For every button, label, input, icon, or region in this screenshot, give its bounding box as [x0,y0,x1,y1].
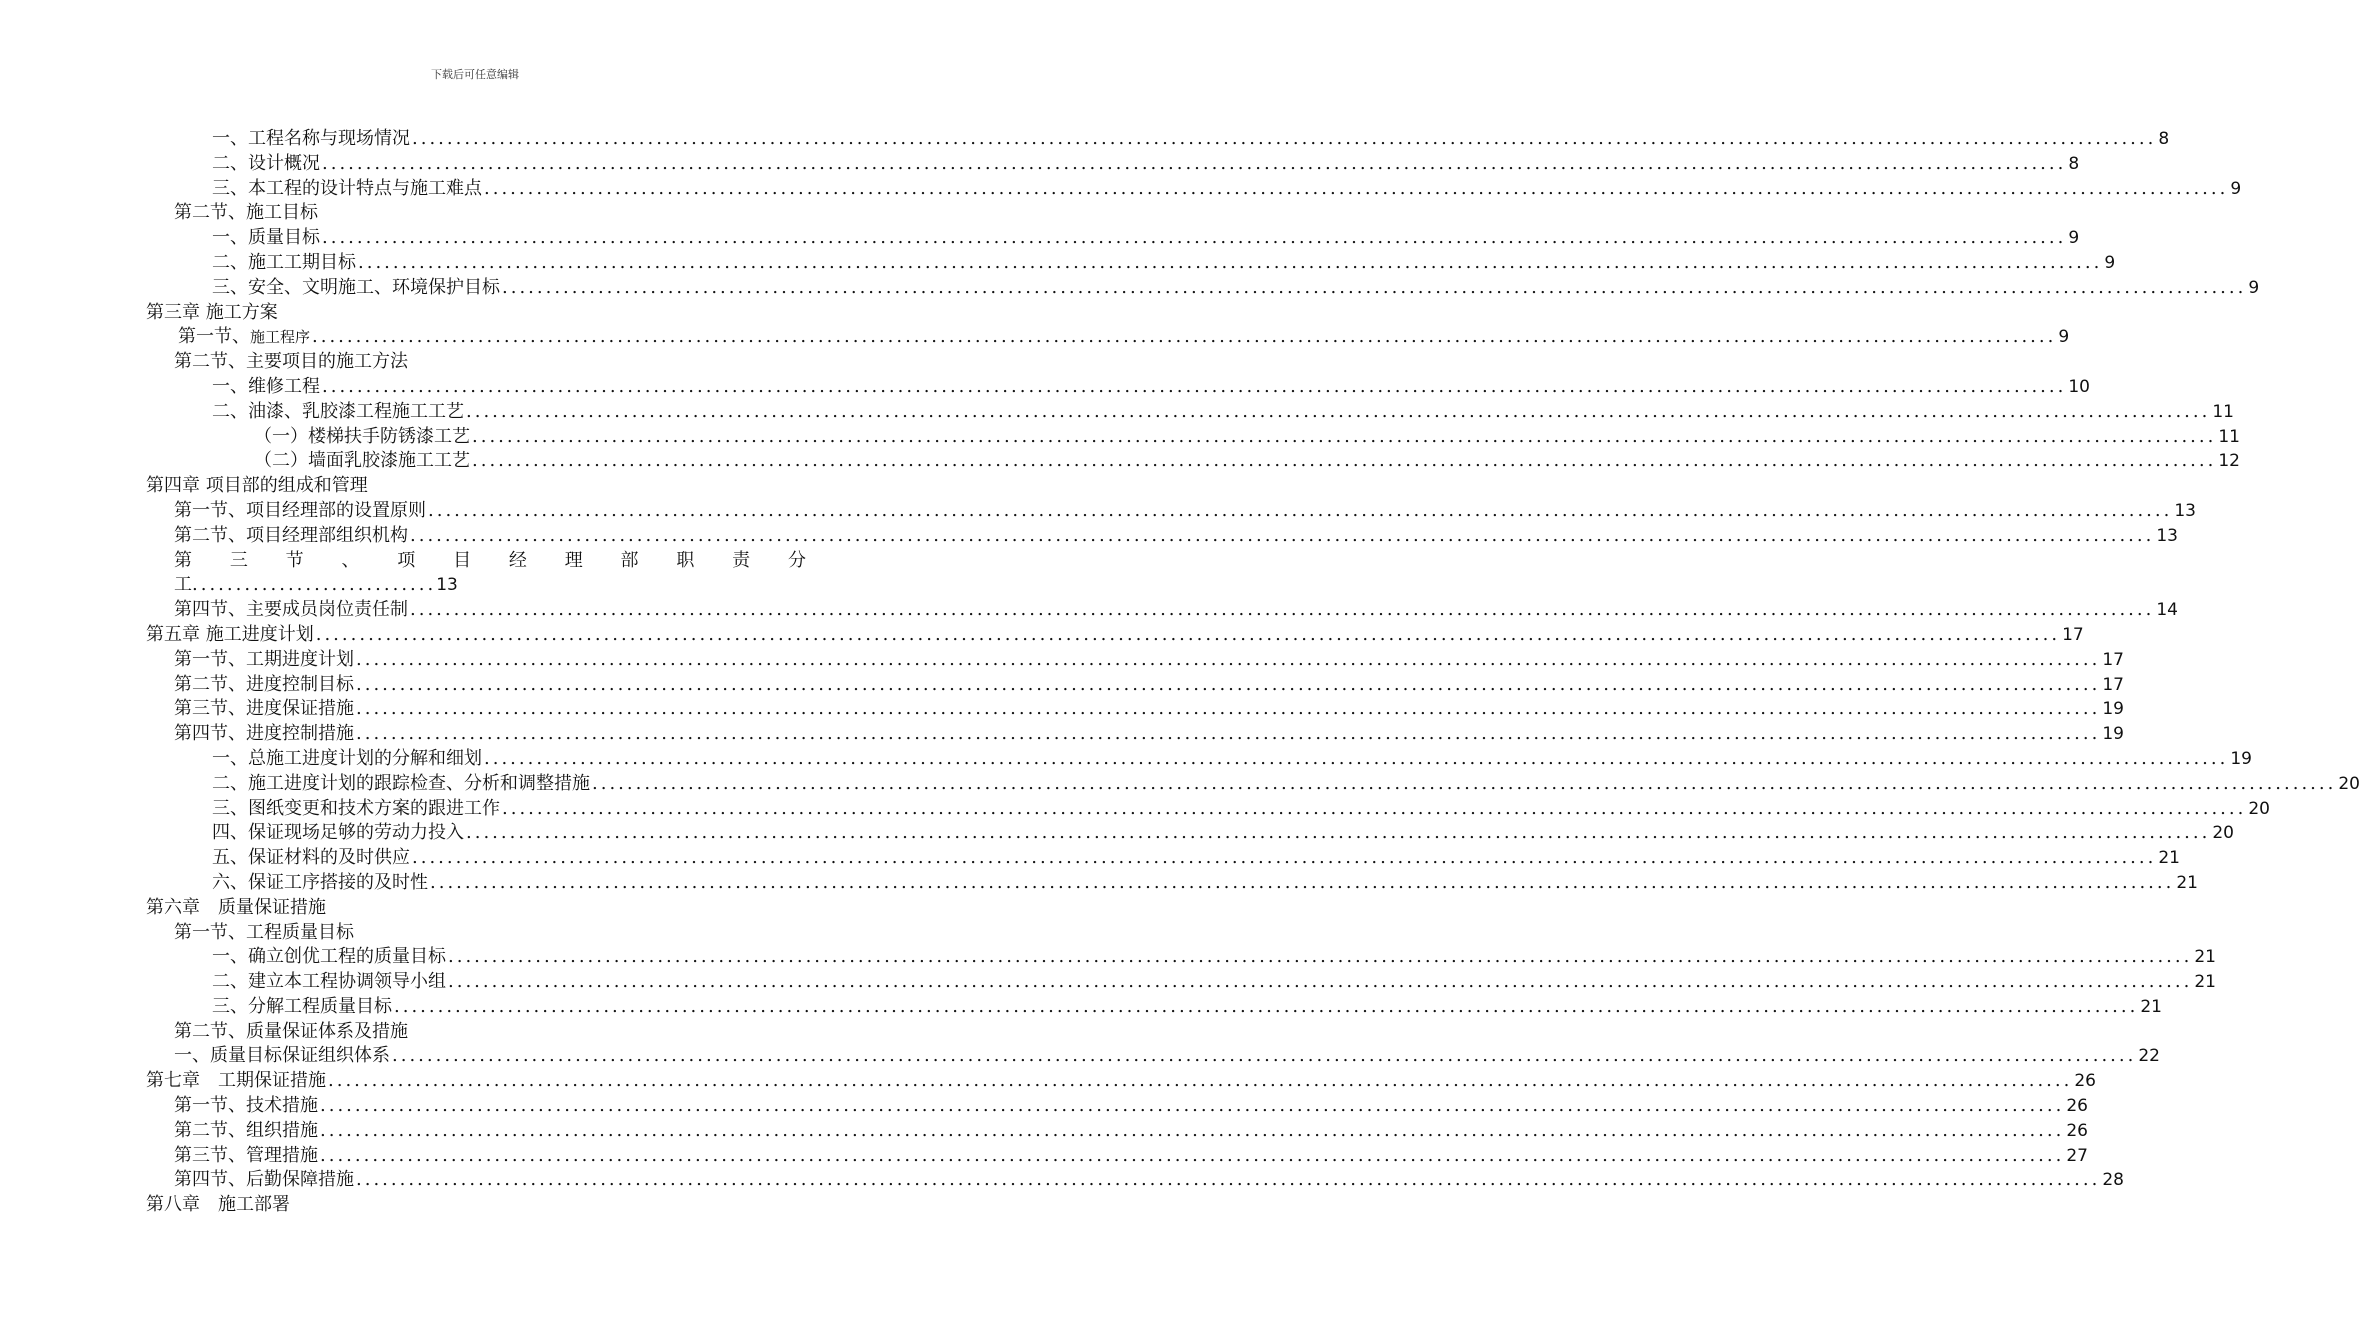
toc-entry-title: 第一节、技术措施 [174,1095,318,1117]
toc-entry[interactable] [146,273,2260,298]
toc-leader-dots: ........................................................................................................................................................................................................ [428,499,2173,521]
toc-page-number: 11 [2212,401,2234,422]
toc-entry[interactable] [146,347,806,372]
toc-page-number: 21 [2194,947,2216,968]
toc-entry[interactable] [146,174,2242,199]
toc-entry-title: 第一节、工期进度计划 [174,648,354,670]
toc-entry-char: 节 [285,549,304,571]
toc-entry-title: 一、工程名称与现场情况 [212,128,410,149]
toc-page-number: 9 [2058,327,2070,348]
toc-page-number: 17 [2062,624,2084,645]
toc-page-number: 20 [2212,823,2234,844]
toc-entry-title: 二、建立本工程协调领导小组 [212,971,446,993]
toc-entry[interactable] [146,198,806,223]
toc-entry[interactable] [146,1141,2088,1166]
toc-entry[interactable] [146,645,2124,670]
toc-entry[interactable] [146,1091,2088,1117]
toc-entry-title: 第四节、后勤保障措施 [174,1169,354,1191]
toc-entry-title-small: 施工程序 [250,328,311,347]
toc-entry-title: 二、施工进度计划的跟踪检查、分析和调整措施 [212,772,590,794]
toc-entry-title: 三、图纸变更和技术方案的跟进工作 [212,797,500,819]
toc-entry-title: 工 [174,574,192,596]
page-header: 下载后可任意编辑 [431,68,519,81]
toc-page-number: 21 [2176,872,2198,893]
toc-entry-title: （一）楼梯扶手防锈漆工艺 [254,425,470,447]
toc-entry-title: 五、保证材料的及时供应 [212,847,410,869]
toc-page-number: 10 [2068,376,2090,397]
toc-entry[interactable] [146,248,2116,273]
toc-entry-title: 第一节、项目经理部的设置原则 [174,499,426,521]
toc-entry-char: 理 [564,549,583,571]
toc-entry-title: 第三节、进度保证措施 [174,698,354,720]
toc-page-number: 17 [2102,674,2124,695]
toc-leader-dots: ........................................................................................................................................................................................................ [322,227,2067,249]
toc-page-number: 14 [2156,600,2178,621]
toc-entry-title: 二、施工工期目标 [212,251,356,273]
toc-leader-dots: ........................................................................................................................................................................................................ [392,1045,2137,1067]
toc-leader-dots: ........................................................................................................................................................................................................ [592,772,2337,794]
toc-entry[interactable] [146,942,2216,968]
toc-page-number: 27 [2066,1145,2088,1166]
toc-leader-dots: ........................................................................................................................................................................................................ [312,326,2057,348]
toc-entry-title: 第二节、项目经理部组织机构 [174,524,408,546]
toc-entry[interactable] [146,670,2124,695]
toc-page-number: 20 [2338,773,2360,794]
toc-leader-dots: ........................................................................................................................................................................................................ [356,698,2101,720]
toc-leader-dots: ........................................................................................................................................................................................................ [472,425,2217,447]
toc-page-number: 26 [2074,1071,2096,1092]
toc-entry-title: 第四节、主要成员岗位责任制 [174,599,408,621]
toc-entry-continuation[interactable] [146,570,806,595]
toc-entry-title: 第七章 工期保证措施 [146,1070,326,1092]
toc-page-number: 22 [2138,1046,2160,1067]
toc-entry-char: 三 [229,549,248,571]
toc-page-number: 12 [2218,451,2240,472]
toc-entry-title: 第二节、施工目标 [174,202,318,224]
toc-entry[interactable] [146,471,806,496]
toc-leader-dots: ........................................................................................................................................................................................................ [320,1095,2065,1117]
toc-entry[interactable] [146,694,2124,720]
toc-entry[interactable] [146,992,2162,1017]
toc-entry[interactable] [146,1190,806,1215]
toc-entry[interactable] [146,1041,2160,1067]
toc-page-number: 9 [2068,228,2080,249]
toc-entry[interactable] [146,769,2360,794]
toc-entry-title: 三、安全、文明施工、环境保护目标 [212,276,500,298]
toc-entry-title: 六、保证工序搭接的及时性 [212,871,428,893]
toc-leader-dots: ........................................................................................................................................................................................................ [448,946,2193,968]
toc-page-number: 26 [2066,1096,2088,1117]
toc-leader-dots: ........................................................................................................................................................................................................ [466,822,2211,844]
toc-entry-title: 第六章 质量保证措施 [146,896,326,918]
toc-entry-title: 二、设计概况 [212,152,320,174]
toc-page-number: 9 [2248,277,2260,298]
toc-leader-dots: ........................................................................................................................................................................................................ [466,400,2211,422]
toc-page-number: 17 [2102,649,2124,670]
toc-leader-dots: ........................................................................................................................................................................................................ [320,1119,2065,1141]
toc-page-number: 19 [2102,699,2124,720]
toc-leader-dots: ........................................................................................................................................................................................................ [356,1169,2101,1191]
toc-entry[interactable] [146,1017,806,1042]
toc-entry[interactable] [146,298,806,323]
toc-entry-title: 第四节、进度控制措施 [174,723,354,745]
toc-entry-char: 、 [341,549,360,571]
toc-entry-char: 分 [787,549,806,571]
toc-entry[interactable] [146,868,2198,893]
toc-entry-title: 一、确立创优工程的质量目标 [212,946,446,968]
toc-entry[interactable] [146,422,2240,447]
toc-entry-title: 第二节、主要项目的施工方法 [174,351,408,373]
toc-entry-title: 第四章 项目部的组成和管理 [146,475,368,497]
toc-page-number: 28 [2102,1170,2124,1191]
toc-entry[interactable] [146,496,2196,521]
toc-entry-title: 第二节、质量保证体系及措施 [174,1020,408,1042]
toc-entry-title: 第八章 施工部署 [146,1194,290,1216]
toc-entry[interactable] [146,223,2080,249]
toc-entry-spread[interactable] [146,546,806,571]
toc-leader-dots: ........................................................................................................................................................................................................ [322,375,2067,397]
toc-page-number: 20 [2248,798,2270,819]
toc-entry[interactable] [146,446,2240,472]
toc-entry[interactable] [146,744,2252,769]
toc-page-number: 21 [2158,848,2180,869]
toc-entry[interactable] [146,918,806,943]
toc-entry[interactable] [146,893,806,918]
toc-page-number: 11 [2218,426,2240,447]
toc-leader-dots: ........................................................................................................................................................................................................ [356,723,2101,745]
toc-entry-title: 三、分解工程质量目标 [212,995,392,1017]
toc-leader-dots: ........................................................................................................................................................................................................ [394,995,2139,1017]
toc-entry[interactable] [146,521,2178,546]
toc-leader-dots: ........................................................................................................................................................................................................ [410,524,2155,546]
toc-leader-dots: ........................................................................................................................................................................................................ [320,1144,2065,1166]
toc-page-number: 8 [2068,153,2080,174]
toc-leader-dots: ........................................................................................................................................................................................................ [484,177,2229,199]
table-of-contents [146,124,2360,1216]
toc-leader-dots: ........................................................................................................................................................................................................ [410,599,2155,621]
toc-entry[interactable] [146,843,2180,869]
toc-entry-title: 一、总施工进度计划的分解和细划 [212,747,482,769]
toc-entry-title: 一、维修工程 [212,375,320,397]
toc-entry[interactable] [146,1165,2124,1191]
toc-page-number: 8 [2158,129,2170,149]
toc-entry[interactable] [146,149,2080,174]
toc-entry-char: 目 [453,549,472,571]
toc-leader-dots: ........................................................................................................................................................................................................ [412,847,2157,869]
toc-entry-char: 责 [732,549,751,571]
toc-leader-dots: ........................................................................................................................................................................................................ [356,673,2101,695]
toc-entry-title: 第一节、 [178,326,250,348]
toc-page-number: 19 [2102,724,2124,745]
toc-entry-char: 职 [676,549,695,571]
toc-entry-char: 经 [508,549,527,571]
toc-leader-dots: ........................................................................................................................................................................................................ [356,648,2101,670]
toc-page-number: 9 [2104,252,2116,273]
toc-entry-title: 四、保证现场足够的劳动力投入 [212,822,464,844]
toc-page-number: 13 [2174,500,2196,521]
toc-entry-char: 部 [620,549,639,571]
toc-page-number: 21 [2194,972,2216,993]
toc-entry-title: 第一节、工程质量目标 [174,921,354,943]
toc-entry-title: 第五章 施工进度计划 [146,623,314,645]
toc-page-number: 26 [2066,1120,2088,1141]
toc-entry[interactable] [146,595,2178,621]
toc-entry-title: （二）墙面乳胶漆施工工艺 [254,450,470,472]
toc-entry-title: 二、油漆、乳胶漆工程施工工艺 [212,400,464,422]
toc-page-number: 21 [2140,996,2162,1017]
toc-leader-dots: ........................................................................................................................................................................................................ [502,276,2247,298]
toc-entry-char: 第 [174,549,192,571]
toc-entry[interactable] [146,818,2234,844]
toc-entry[interactable] [146,1116,2088,1141]
toc-entry-title: 第三节、管理措施 [174,1144,318,1166]
toc-entry-title: 一、质量目标 [212,227,320,249]
toc-page-number: 19 [2230,748,2252,769]
toc-page-number: 13 [436,575,458,596]
toc-leader-dots: ........................................................................................................................................................................................................ [448,971,2193,993]
toc-entry[interactable] [146,967,2216,993]
toc-leader-dots: ........................................................................................................................................................................................................ [412,128,2157,149]
toc-entry[interactable] [146,794,2270,819]
toc-entry-title: 第三章 施工方案 [146,301,278,323]
toc-leader-dots: ........................................................................................................................................................................................................ [315,623,2061,645]
toc-leader-dots: ........................................................................................................................................................................................................ [358,251,2103,273]
toc-leader-dots: ........................................................................................................................................................................................................ [502,797,2247,819]
toc-entry-title: 第二节、进度控制目标 [174,673,354,695]
toc-leader-dots: ........................................................................................................................................................................................................ [328,1070,2073,1092]
toc-leader-dots: ........................................................................................................................................................................................................ [430,871,2175,893]
toc-entry-title: 三、本工程的设计特点与施工难点 [212,177,482,199]
toc-entry[interactable] [146,1066,2096,1092]
toc-entry[interactable] [146,620,2084,645]
toc-entry[interactable] [146,397,2234,422]
toc-entry-char: 项 [397,549,416,571]
toc-leader-dots: ........................................................................................................................................................................................................ [484,747,2229,769]
toc-entry-title: 第二节、组织措施 [174,1119,318,1141]
toc-page-number: 13 [2156,525,2178,546]
toc-entry[interactable] [146,322,2070,348]
toc-entry[interactable] [146,124,2170,149]
toc-entry-title: 一、质量目标保证组织体系 [174,1045,390,1067]
toc-leader-dots: ............................ [192,574,437,596]
toc-entry[interactable] [146,719,2124,745]
toc-leader-dots: ........................................................................................................................................................................................................ [322,152,2067,174]
toc-page-number: 9 [2230,178,2242,199]
toc-entry[interactable] [146,372,2090,397]
toc-leader-dots: ........................................................................................................................................................................................................ [472,450,2217,472]
